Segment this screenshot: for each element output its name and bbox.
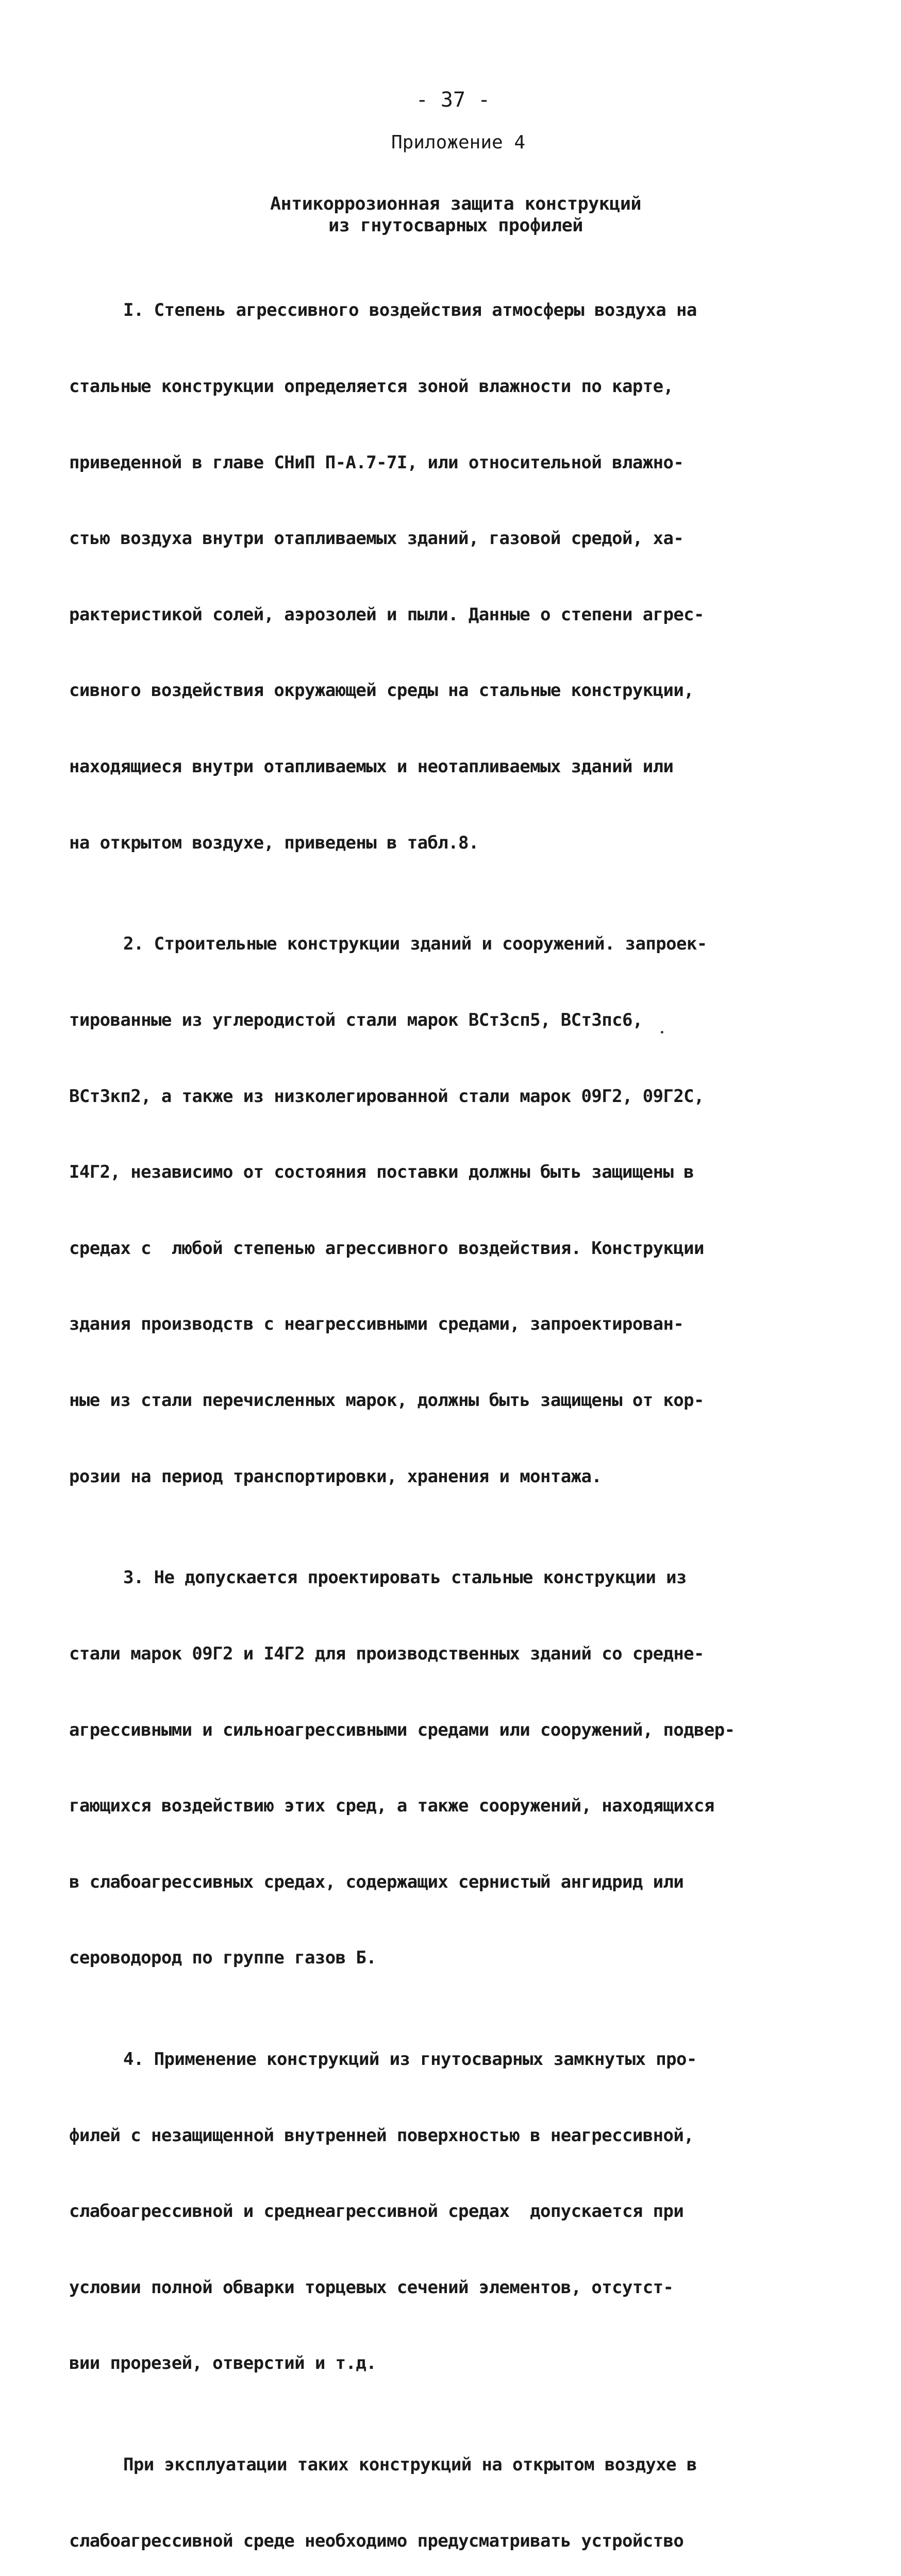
paragraph-2-line: тированные из углеродистой стали марок ВСт3сп5, ВСт3пс6, bbox=[69, 1009, 643, 1030]
paragraph-1-line: сивного воздействия окружающей среды на стальные конструкции, bbox=[69, 680, 694, 701]
paragraph-2-line: розии на период транспортировки, хранения и монтажа. bbox=[69, 1466, 602, 1487]
paragraph-5-line: При эксплуатации таких конструкций на открытом воздухе в bbox=[123, 2454, 697, 2476]
section-title-line: из гнутосварных профилей bbox=[328, 215, 583, 236]
paragraph-1-line: рактеристикой солей, аэрозолей и пыли. Данные о степени агрес- bbox=[69, 604, 704, 625]
paragraph-3-line: стали марок 09Г2 и I4Г2 для производственных зданий со средне- bbox=[69, 1643, 704, 1664]
paragraph-3-line: сероводород по группе газов Б. bbox=[69, 1947, 377, 1969]
page-number: - 37 - bbox=[415, 88, 491, 112]
appendix-label: Приложение 4 bbox=[391, 132, 526, 153]
section-title bbox=[0, 193, 901, 236]
paragraph-2-line: здания производств с неагрессивными средами, запроектирован- bbox=[69, 1314, 684, 1335]
paragraph-4-line: слабоагрессивной и среднеагрессивной средах допускается при bbox=[69, 2201, 684, 2222]
paragraph-3-line: 3. Не допускается проектировать стальные конструкции из bbox=[123, 1567, 687, 1588]
paragraph-3-line: гающихся воздействию этих сред, а также сооружений, находящихся bbox=[69, 1795, 714, 1817]
paragraph-1-line: находящиеся внутри отапливаемых и неотапливаемых зданий или bbox=[69, 756, 674, 777]
paragraph-1-line: приведенной в главе СНиП П-А.7-7I, или относительной влажно- bbox=[69, 452, 684, 473]
paragraph-2-line: ные из стали перечисленных марок, должны быть защищены от кор- bbox=[69, 1389, 704, 1411]
paragraph-1-line: стальные конструкции определяется зоной влажности по карте, bbox=[69, 376, 674, 397]
paragraph-3-line: в слабоагрессивных средах, содержащих сернистый ангидрид или bbox=[69, 1871, 684, 1892]
section-title-line: Антикоррозионная защита конструкций bbox=[270, 194, 641, 214]
paragraph-4-line: филей с незащищенной внутренней поверхностью в неагрессивной, bbox=[69, 2125, 694, 2146]
paragraph-2-line: ВСт3кп2, а также из низколегированной стали марок 09Г2, 09Г2С, bbox=[69, 1086, 704, 1107]
paragraph-1-line: I. Степень агрессивного воздействия атмосферы воздуха на bbox=[123, 300, 697, 321]
paragraph-1-line: на открытом воздухе, приведены в табл.8. bbox=[69, 832, 479, 853]
paragraph-3-line: агрессивными и сильноагрессивными средами или сооружений, подвер- bbox=[69, 1719, 735, 1740]
paragraph-2-line: средах с любой степенью агрессивного воздействия. Конструкции bbox=[69, 1238, 704, 1259]
paragraph-2-line: 2. Строительные конструкции зданий и сооружений. запроек- bbox=[123, 934, 707, 955]
paragraph-4-line: вии прорезей, отверстий и т.д. bbox=[69, 2353, 377, 2374]
paragraph-4-line: 4. Применение конструкций из гнутосварных замкнутых про- bbox=[123, 2049, 697, 2070]
paragraph-5-line: слабоагрессивной среде необходимо предусматривать устройство bbox=[69, 2530, 684, 2551]
paragraph-1-line: стью воздуха внутри отапливаемых зданий, газовой средой, ха- bbox=[69, 528, 684, 549]
paragraph-4-line: условии полной обварки торцевых сечений элементов, отсутст- bbox=[69, 2277, 674, 2298]
body-text bbox=[69, 247, 755, 2576]
paragraph-2-line: I4Г2, независимо от состояния поставки должны быть защищены в bbox=[69, 1162, 694, 1183]
scan-speck bbox=[661, 1031, 663, 1033]
